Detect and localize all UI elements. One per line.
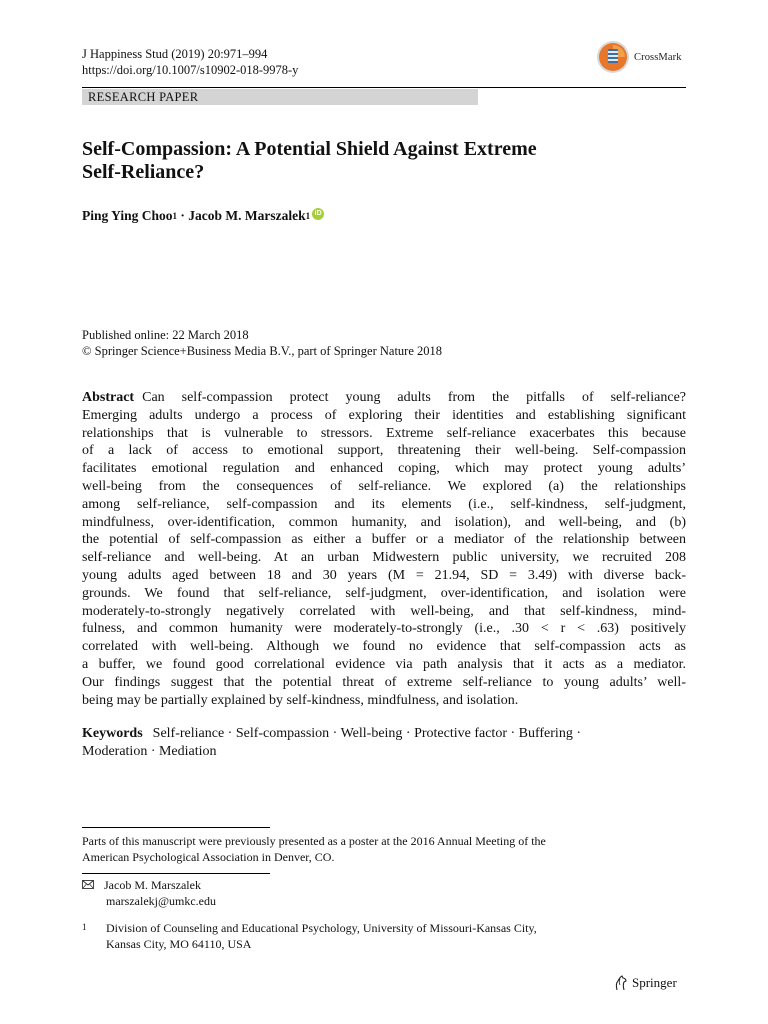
- abstract-line: [82, 389, 686, 407]
- abstract-line: grounds. We found that self-reliance, self-judgment, over-identification, and isolation were: [82, 585, 686, 601]
- abstract-line: facilitates emotional regulation and enhanced coping, which may protect young adults’: [82, 461, 686, 477]
- orcid-icon[interactable]: iD: [312, 208, 324, 220]
- affiliation-number: 1: [82, 922, 87, 932]
- published-online: Published online: 22 March 2018: [82, 328, 249, 342]
- abstract-line: a buffer, we found good correlational evidence via path analysis that it acts as a mediator.: [82, 656, 686, 672]
- affiliation-line-1: Division of Counseling and Educational Psychology, University of Missouri-Kansas City,: [106, 921, 537, 935]
- publisher-name: Springer: [632, 975, 677, 990]
- keywords-line: [82, 725, 686, 743]
- abstract-line: mindfulness, over-identification, common humanity, and isolation), and well-being, and (b): [82, 514, 686, 530]
- corresponding-author-name: Jacob M. Marszalek: [104, 878, 201, 892]
- keywords-list-1: Self-reliance · Self-compassion · Well-being · Protective factor · Buffering ·: [152, 726, 581, 741]
- keywords-list-2: Moderation · Mediation: [82, 744, 217, 759]
- abstract-line: being may be partially explained by self-kindness, mindfulness, and isolation.: [82, 692, 519, 708]
- abstract-line: moderately-to-strongly negatively correlated with well-being, and that self-kindness, mind-: [82, 603, 686, 619]
- abstract: [82, 389, 686, 709]
- abstract-line: fulness, and common humanity were moderately-to-strongly (i.e., .30 < r < .63) positively: [82, 621, 686, 637]
- affiliation-line-2: Kansas City, MO 64110, USA: [106, 936, 252, 951]
- abstract-line: correlated with well-being. Although we found no evidence that self-compassion acts as: [82, 639, 686, 655]
- keywords-heading: Keywords: [82, 726, 143, 741]
- abstract-line: young adults aged between 18 and 30 years (M = 21.94, SD = 3.49) with diverse back-: [82, 567, 686, 583]
- crossmark-badge[interactable]: [596, 40, 682, 74]
- abstract-line: self-reliance and well-being. At an urban Midwestern public university, we recruited 208: [82, 550, 686, 566]
- footnote-poster: [82, 834, 546, 865]
- copyright: © Springer Science+Business Media B.V., part of Springer Nature 2018: [82, 344, 443, 358]
- crossmark-label: CrossMark: [634, 51, 682, 63]
- title-line-1: Self-Compassion: A Potential Shield Against Extreme: [82, 138, 537, 160]
- abstract-heading: Abstract: [82, 390, 135, 405]
- abstract-line-text: Can self-compassion protect young adults from the pitfalls of self-reliance?: [142, 390, 686, 405]
- springer-horse-icon: [614, 975, 628, 991]
- doi-link[interactable]: https://doi.org/10.1007/s10902-018-9978-y: [82, 63, 299, 77]
- header-rule: [82, 87, 686, 88]
- abstract-line: Our findings suggest that the potential threat of extreme self-reliance to young adults’ well-: [82, 674, 686, 690]
- section-label: RESEARCH PAPER: [88, 90, 199, 104]
- footnote-poster-line-2: American Psychological Association in Denver, CO.: [82, 849, 335, 864]
- keywords: [82, 725, 686, 761]
- affiliation: [82, 921, 537, 952]
- crossmark-icon: [596, 40, 630, 74]
- author-separator: ·: [177, 208, 189, 223]
- author-list: Ping Ying Choo 1 · Jacob M. Marszalek 1 iD: [82, 207, 324, 225]
- abstract-line: well-being from the consequences of self-reliance. We explored (a) the relationships: [82, 478, 686, 494]
- paper-title: [82, 138, 682, 184]
- correspondence-rule: [82, 873, 270, 874]
- author-1-name[interactable]: Ping Ying Choo: [82, 208, 173, 223]
- publisher-logo: [614, 975, 677, 991]
- journal-citation: J Happiness Stud (2019) 20:971–994: [82, 47, 268, 61]
- abstract-line: among self-reliance, self-compassion and its elements (i.e., self-kindness, self-judgment,: [82, 496, 686, 512]
- footnote-rule: [82, 827, 270, 828]
- abstract-line: relationships that is vulnerable to stressors. Extreme self-reliance exacerbates this because: [82, 425, 686, 441]
- footnote-poster-line-1: Parts of this manuscript were previously presented as a poster at the 2016 Annual Meeting of the: [82, 834, 546, 848]
- corresponding-author: [82, 878, 216, 909]
- abstract-line: Emerging adults undergo a process of exploring their identities and establishing significant: [82, 407, 686, 423]
- title-line-2: Self-Reliance?: [82, 161, 205, 183]
- abstract-line: of a lack of access to emotional support, threatening their well-being. Self-compassion: [82, 443, 686, 459]
- author-2-name[interactable]: Jacob M. Marszalek: [188, 208, 306, 223]
- corresponding-author-email[interactable]: marszalekj@umkc.edu: [106, 893, 217, 908]
- abstract-line: the potential of self-compassion as either a buffer or a mediator of the relationship between: [82, 532, 686, 548]
- envelope-icon: [82, 878, 94, 894]
